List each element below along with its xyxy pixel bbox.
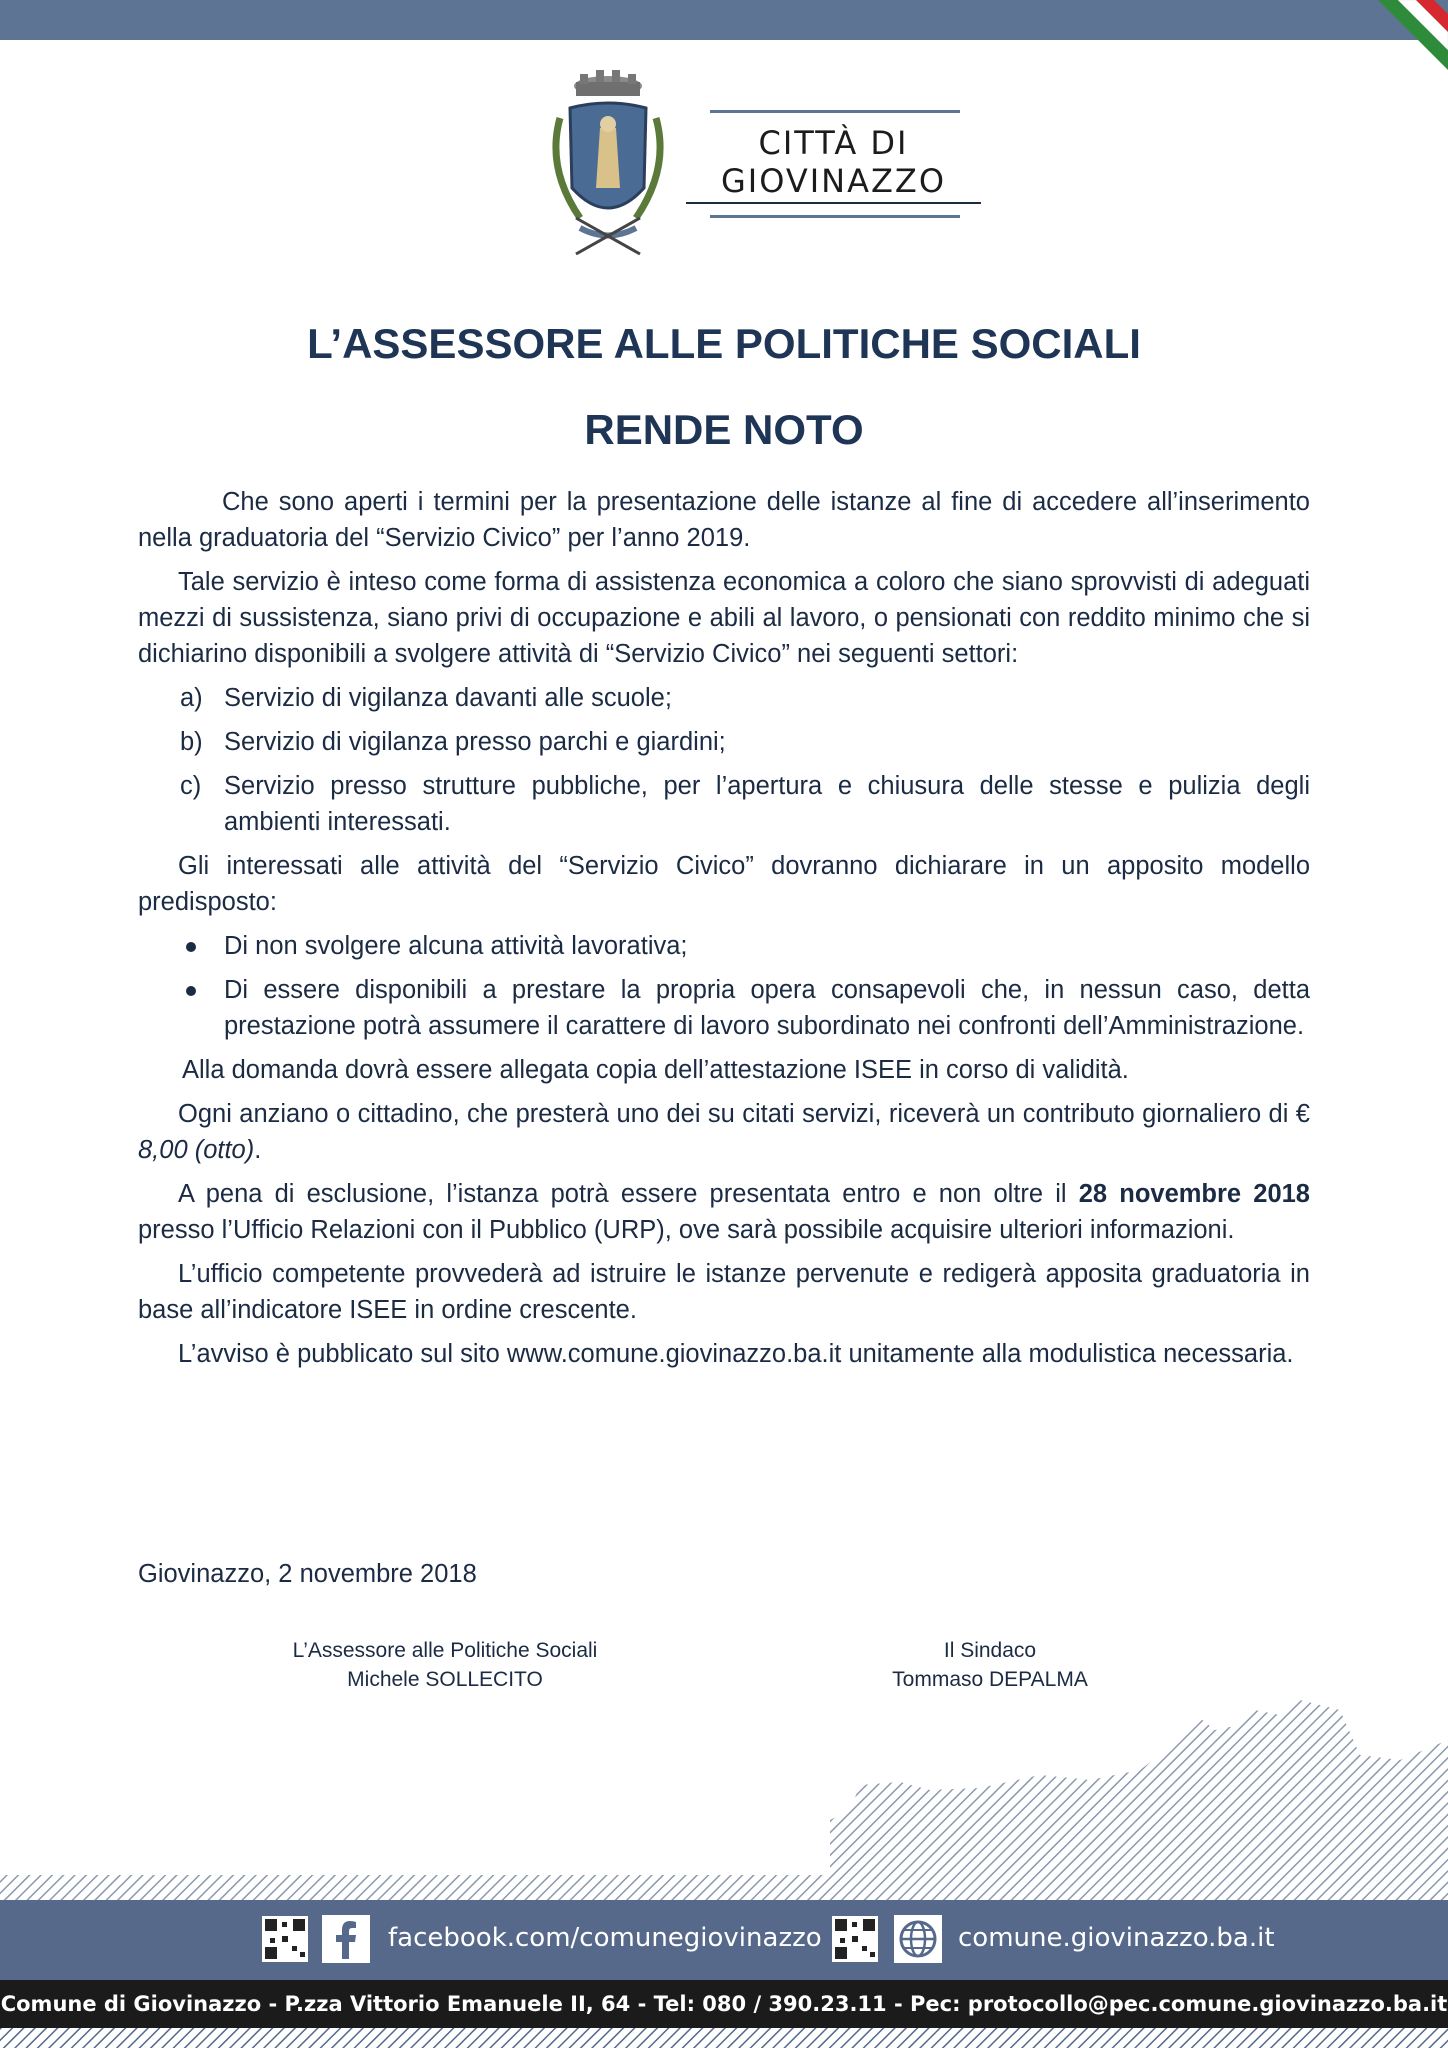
list-marker: c) — [180, 772, 202, 800]
list-item — [138, 972, 1310, 1044]
list-marker: b) — [180, 728, 203, 756]
bottom-hatch-decoration — [0, 2028, 1448, 2048]
facebook-icon — [322, 1915, 370, 1963]
signature-role: L’Assessore alle Politiche Sociali — [292, 1639, 598, 1662]
paragraph-deadline — [138, 1176, 1310, 1248]
footer-contacts: Comune di Giovinazzo - P.zza Vittorio Emanuele II, 64 - Tel: 080 / 390.23.11 - Pec: protocollo@pec.comune.giovinazzo.ba.it — [0, 1992, 1448, 2016]
top-band — [0, 0, 1448, 40]
contribution-end: . — [254, 1136, 262, 1164]
list-item-text: Di non svolgere alcuna attività lavorativa; — [224, 932, 688, 960]
brand-line-1: CITTÀ DI — [758, 124, 909, 162]
list-item — [138, 680, 1310, 716]
signature-role: Il Sindaco — [943, 1639, 1037, 1662]
list-item-text: Servizio di vigilanza davanti alle scuole; — [224, 684, 672, 712]
contribution-amount: 8,00 (otto) — [138, 1136, 255, 1164]
list-item-text: Di essere disponibili a prestare la propria opera consapevoli che, in nessun caso, detta prestazione potrà assumere il carattere di lavoro subordinato nei confronti dell’Amministrazione. — [224, 976, 1310, 1040]
brand-rule-bottom-accent — [710, 215, 960, 218]
list-marker: a) — [180, 684, 203, 712]
bullet-icon — [186, 986, 196, 996]
signature-name: Tommaso DEPALMA — [892, 1668, 1088, 1691]
list-item-text: Servizio di vigilanza presso parchi e giardini; — [224, 728, 726, 756]
deadline-text-end: presso l’Ufficio Relazioni con il Pubblico (URP), ove sarà possibile acquisire ulteriori informazioni. — [138, 1216, 1235, 1244]
signature-sindaco — [860, 1636, 1120, 1694]
city-crest-icon — [540, 68, 676, 264]
document-title: L’ASSESSORE ALLE POLITICHE SOCIALI — [307, 320, 1141, 367]
list-item-text: Servizio presso strutture pubbliche, per l’apertura e chiusura delle stesse e pulizia degli ambienti interessati. — [224, 772, 1310, 836]
qr-code-icon — [832, 1916, 878, 1962]
brand-rule-top — [710, 110, 960, 113]
declaration-list — [138, 928, 1310, 1044]
list-item — [138, 724, 1310, 760]
social-bar — [0, 1900, 1448, 1980]
signature-assessore — [260, 1636, 630, 1694]
document-date: Giovinazzo, 2 novembre 2018 — [138, 1560, 477, 1588]
globe-icon — [894, 1915, 942, 1963]
sector-list — [138, 680, 1310, 840]
notice-body — [138, 484, 1310, 1380]
paragraph-intro: Che sono aperti i termini per la presentazione delle istanze al fine di accedere all’inserimento nella graduatoria del “Servizio Civico” per l’anno 2019. — [138, 488, 1310, 552]
deadline-date: 28 novembre 2018 — [1078, 1180, 1310, 1208]
paragraph-ranking: L’ufficio competente provvederà ad istruire le istanze pervenute e redigerà apposita graduatoria in base all’indicatore ISEE in ordine crescente. — [138, 1260, 1310, 1324]
list-item — [138, 768, 1310, 840]
brand-rule-bottom — [686, 202, 981, 204]
signature-name: Michele SOLLECITO — [347, 1668, 543, 1691]
footer-bar — [0, 1980, 1448, 2028]
paragraph-publication: L’avviso è pubblicato sul sito www.comune.giovinazzo.ba.it unitamente alla modulistica necessaria. — [178, 1340, 1294, 1368]
website-link[interactable]: comune.giovinazzo.ba.it — [958, 1923, 1275, 1953]
italian-flag-ribbon — [1338, 0, 1448, 90]
facebook-link[interactable]: facebook.com/comunegiovinazzo — [388, 1923, 822, 1953]
qr-code-icon — [262, 1916, 308, 1962]
bullet-icon — [186, 942, 196, 952]
city-skyline-decoration — [0, 1700, 1448, 1900]
paragraph-declaration-intro: Gli interessati alle attività del “Servizio Civico” dovranno dichiarare in un apposito modello predisposto: — [138, 852, 1310, 916]
brand-line-2: GIOVINAZZO — [720, 162, 947, 200]
paragraph-isee: Alla domanda dovrà essere allegata copia dell’attestazione ISEE in corso di validità. — [182, 1056, 1129, 1084]
deadline-text: A pena di esclusione, l’istanza potrà essere presentata entro e non oltre il — [178, 1180, 1079, 1208]
document-subtitle: RENDE NOTO — [584, 406, 864, 453]
list-item — [138, 928, 1310, 964]
paragraph-service-description: Tale servizio è inteso come forma di assistenza economica a coloro che siano sprovvisti di adeguati mezzi di sussistenza, siano privi di occupazione e abili al lavoro, o pensionati con reddito minimo che si dichiarino disponibili a svolgere attività di “Servizio Civico” nei seguenti settori: — [138, 568, 1310, 668]
paragraph-contribution — [138, 1096, 1310, 1168]
contribution-text: Ogni anziano o cittadino, che presterà uno dei su citati servizi, riceverà un contributo giornaliero di € — [178, 1100, 1310, 1128]
